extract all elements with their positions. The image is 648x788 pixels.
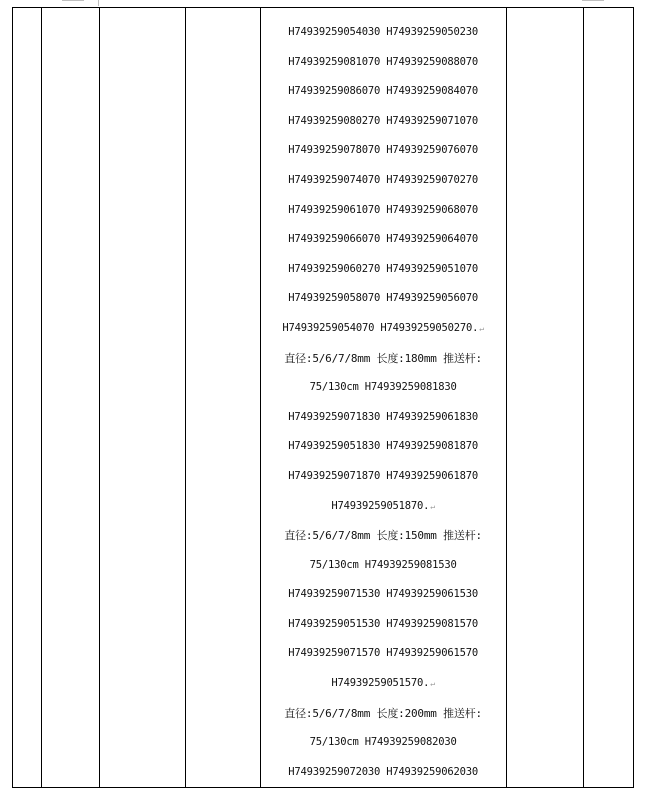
spec-line-text: H74939259081070 H74939259088070	[288, 55, 479, 68]
spec-description-line	[261, 699, 506, 729]
product-code-line	[261, 284, 506, 314]
product-code-line	[261, 580, 506, 610]
product-code-line	[261, 610, 506, 640]
spec-line-text: H74939259071870 H74939259061870	[288, 469, 479, 482]
product-code-line	[261, 639, 506, 669]
product-code-line	[261, 551, 506, 581]
product-code-line	[261, 255, 506, 285]
product-code-line	[261, 18, 506, 48]
table-cell-unit[interactable]	[506, 8, 583, 788]
table-row	[13, 8, 634, 788]
product-code-line	[261, 669, 506, 699]
product-code-line	[261, 462, 506, 492]
spec-line-text: 75/130cm H74939259081530	[309, 558, 457, 571]
product-code-line	[261, 225, 506, 255]
product-code-line	[261, 403, 506, 433]
product-code-line	[261, 196, 506, 226]
product-code-line	[261, 758, 506, 788]
spec-line-text: H74939259086070 H74939259084070	[288, 85, 479, 98]
spec-line-text: H74939259074070 H74939259070270	[288, 173, 479, 186]
table-cell-name[interactable]	[42, 8, 100, 788]
spec-line-text: H74939259078070 H74939259076070	[288, 144, 479, 157]
product-code-line	[261, 48, 506, 78]
spec-line-text: H74939259061070 H74939259068070	[288, 203, 479, 216]
table-cell-brand[interactable]	[100, 8, 185, 788]
product-code-line	[261, 373, 506, 403]
spec-line-text: H74939259054070 H74939259050270.	[282, 321, 479, 334]
spec-line-text: H74939259051570.	[331, 677, 430, 690]
corner-crop-mark-left	[62, 0, 84, 7]
product-code-line	[261, 728, 506, 758]
product-code-line	[261, 432, 506, 462]
spec-description-line	[261, 344, 506, 374]
product-code-line	[261, 314, 506, 344]
spec-line-text: H74939259051870.	[331, 499, 430, 512]
paragraph-mark-icon: ↵	[430, 501, 435, 511]
spec-line-list	[261, 8, 506, 787]
column-tick-mark	[98, 0, 99, 6]
product-code-line	[261, 136, 506, 166]
spec-line-text: 直径:5/6/7/8mm 长度:150mm 推送杆:	[284, 529, 482, 543]
table-cell-model[interactable]	[185, 8, 260, 788]
spec-line-text: H74939259071570 H74939259061570	[288, 647, 479, 660]
spec-line-text: H74939259060270 H74939259051070	[288, 262, 479, 275]
spec-line-text: H74939259051830 H74939259081870	[288, 440, 479, 453]
spec-line-text: H74939259071830 H74939259061830	[288, 410, 479, 423]
spec-line-text: H74939259080270 H74939259071070	[288, 114, 479, 127]
spec-line-text: H74939259051530 H74939259081570	[288, 617, 479, 630]
product-code-line	[261, 77, 506, 107]
product-spec-table	[12, 7, 634, 788]
spec-line-text: 75/130cm H74939259081830	[309, 381, 457, 394]
spec-line-text: 直径:5/6/7/8mm 长度:200mm 推送杆:	[284, 706, 482, 720]
paragraph-mark-icon: ↵	[430, 679, 435, 689]
spec-line-text: H74939259072030 H74939259062030	[288, 765, 479, 778]
table-cell-index[interactable]	[13, 8, 42, 788]
product-code-line	[261, 492, 506, 522]
corner-crop-mark-right	[582, 0, 604, 7]
table-cell-quantity[interactable]	[583, 8, 633, 788]
spec-line-text: H74939259054030 H74939259050230	[288, 26, 479, 38]
spec-line-text: H74939259071530 H74939259061530	[288, 588, 479, 601]
product-code-line	[261, 107, 506, 137]
table-cell-specifications[interactable]	[260, 8, 506, 788]
spec-line-text: H74939259066070 H74939259064070	[288, 233, 479, 246]
spec-line-text: H74939259058070 H74939259056070	[288, 292, 479, 305]
spec-line-text: 直径:5/6/7/8mm 长度:180mm 推送杆:	[284, 351, 482, 365]
product-code-line	[261, 166, 506, 196]
paragraph-mark-icon: ↵	[479, 323, 484, 333]
spec-description-line	[261, 521, 506, 551]
spec-line-text: 75/130cm H74939259082030	[309, 736, 457, 749]
